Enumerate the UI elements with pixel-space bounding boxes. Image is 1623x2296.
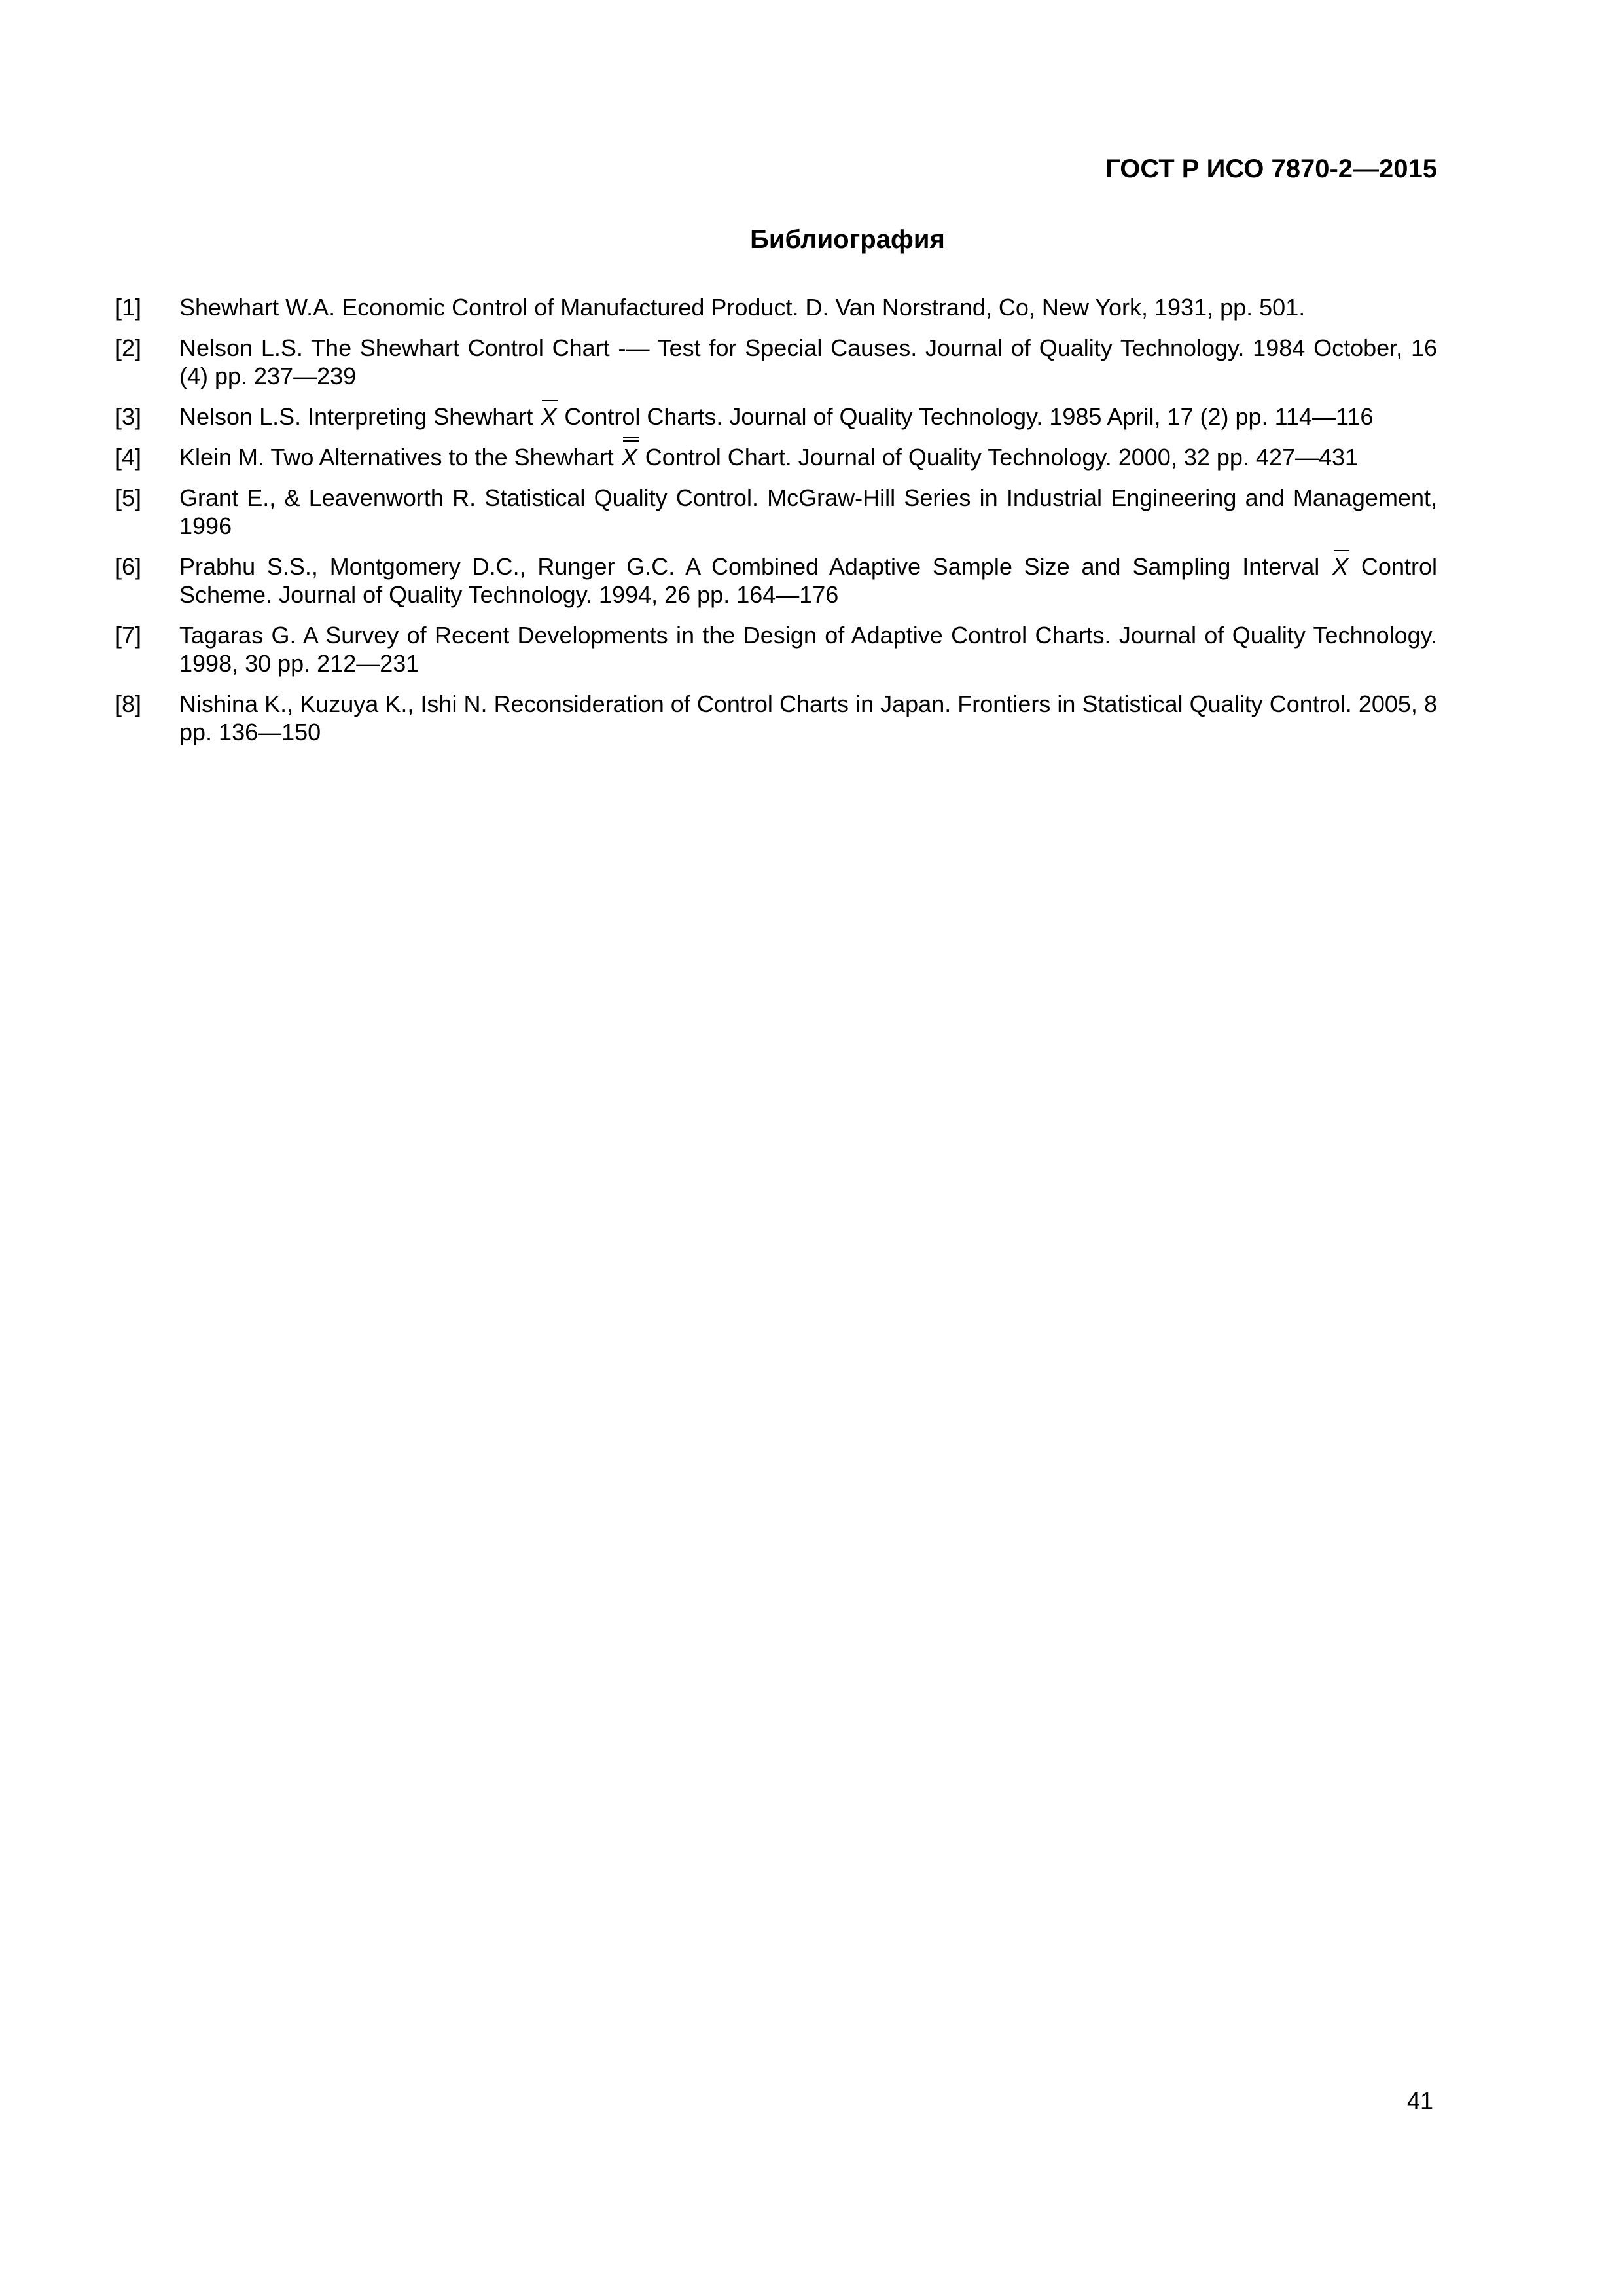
reference-item-6 <box>115 552 1437 609</box>
reference-item-7 <box>115 621 1437 677</box>
reference-text-before: Prabhu S.S., Montgomery D.C., Runger G.C. A Combined Adaptive Sample Size and Sampling Interval <box>179 553 1332 580</box>
reference-item-5 <box>115 484 1437 540</box>
reference-text: Nelson L.S. The Shewhart Control Chart -— Test for Special Causes. Journal of Quality Technology. 1984 October, 16 (4) pp. 237—239 <box>179 334 1437 389</box>
reference-item-3 <box>115 403 1437 431</box>
reference-text <box>179 443 1437 471</box>
page-number: 41 <box>1406 2087 1433 2114</box>
reference-number: [7] <box>115 622 142 649</box>
reference-text: Shewhart W.A. Economic Control of Manufactured Product. D. Van Norstrand, Co, New York, 1931, pp. 501. <box>179 294 1306 321</box>
reference-item-2 <box>115 334 1437 390</box>
document-code-header: ГОСТ Р ИСО 7870-2—2015 <box>1105 154 1437 183</box>
reference-text-before: Klein M. Two Alternatives to the Shewhart <box>179 444 620 471</box>
bibliography-title: Библиография <box>750 225 945 254</box>
reference-number: [4] <box>115 444 142 471</box>
reference-number: [2] <box>115 334 142 361</box>
reference-number: [8] <box>115 691 142 717</box>
reference-text <box>179 403 1437 431</box>
reference-text <box>179 552 1437 609</box>
reference-text-after: Control Charts. Journal of Quality Technology. 1985 April, 17 (2) pp. 114—116 <box>558 403 1374 430</box>
reference-text: Grant E., & Leavenworth R. Statistical Quality Control. McGraw-Hill Series in Industrial Engineering and Management, 1996 <box>179 484 1437 539</box>
x-bar-symbol: X <box>1332 553 1349 580</box>
reference-text-before: Nelson L.S. Interpreting Shewhart <box>179 403 540 430</box>
reference-text: Tagaras G. A Survey of Recent Developments in the Design of Adaptive Control Charts. Journal of Quality Technology. 1998, 30 pp. 212—231 <box>179 622 1437 677</box>
reference-item-4 <box>115 443 1437 471</box>
reference-text: Nishina K., Kuzuya K., Ishi N. Reconsideration of Control Charts in Japan. Frontiers in Statistical Quality Control. 2005, 8 pp. 136—150 <box>179 691 1437 745</box>
x-double-bar-symbol: X <box>621 444 637 471</box>
reference-number: [3] <box>115 403 142 430</box>
reference-text-after: Control Chart. Journal of Quality Technology. 2000, 32 pp. 427—431 <box>638 444 1359 471</box>
reference-number: [1] <box>115 294 142 321</box>
reference-number: [5] <box>115 484 142 511</box>
reference-text-after: Control Scheme. Journal of Quality Technology. 1994, 26 pp. 164—176 <box>179 553 1437 608</box>
bibliography-list <box>115 293 1437 759</box>
reference-item-1 <box>115 293 1437 321</box>
reference-item-8 <box>115 690 1437 746</box>
reference-number: [6] <box>115 553 142 580</box>
x-bar-symbol: X <box>541 403 557 430</box>
